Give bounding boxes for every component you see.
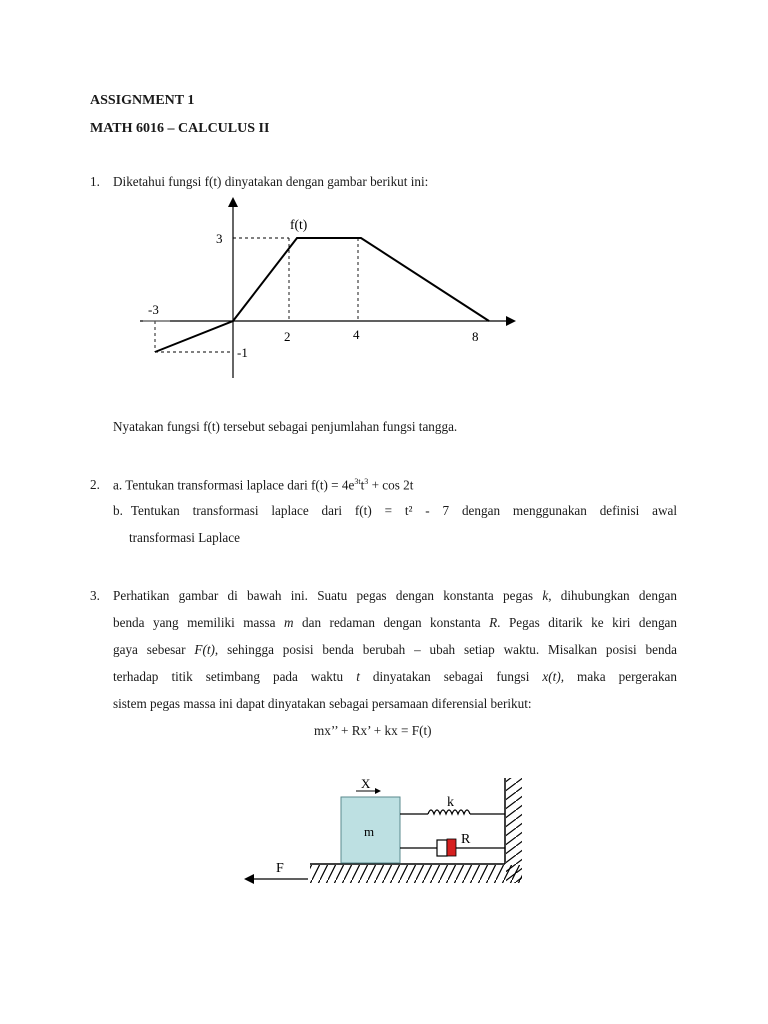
q1-number: 1. bbox=[90, 174, 100, 189]
q3-equation: mx’’ + Rx’ + kx = F(t) bbox=[314, 723, 432, 738]
q3-number: 3. bbox=[90, 588, 100, 603]
y-tick-3: 3 bbox=[216, 231, 223, 246]
q3-line2: benda yang memiliki massa m dan redaman dengan konstanta R. Pegas ditarik ke kiri dengan bbox=[113, 615, 677, 630]
q2b-text: Tentukan transformasi laplace dari f(t) = t² - 7 dengan menggunakan definisi awal bbox=[130, 503, 677, 518]
force-arrow-icon bbox=[244, 874, 254, 884]
q2a-text: Tentukan transformasi laplace dari f(t) = 4e bbox=[125, 477, 355, 493]
x-tick-neg3: -3 bbox=[148, 302, 159, 317]
wall-hatch bbox=[506, 778, 522, 883]
q2a-end: + cos 2t bbox=[368, 477, 414, 493]
damper-piston bbox=[447, 839, 456, 856]
q2-number: 2. bbox=[90, 477, 100, 492]
q2a-mid: t bbox=[360, 477, 365, 493]
q1-text: Diketahui fungsi f(t) dinyatakan dengan gambar berikut ini: bbox=[113, 174, 429, 189]
damper-label: R bbox=[461, 832, 471, 847]
q3-line3: gaya sebesar F(t), sehingga posisi benda berubah – ubah setiap waktu. Misalkan posisi benda bbox=[113, 642, 678, 657]
x-tick-8: 8 bbox=[472, 329, 479, 344]
q3-line4: terhadap titik setimbang pada waktu t dinyatakan sebagai fungsi x(t), maka pergerakan bbox=[113, 669, 677, 684]
q3-line5: sistem pegas massa ini dapat dinyatakan sebagai persamaan diferensial berikut: bbox=[113, 696, 532, 711]
q2a-label: a. bbox=[113, 477, 123, 493]
q1-instruction: Nyatakan fungsi f(t) tersebut sebagai penjumlahan fungsi tangga. bbox=[113, 419, 458, 434]
curve-label: f(t) bbox=[290, 217, 308, 232]
mass-label: m bbox=[364, 824, 375, 839]
x-label: X bbox=[361, 776, 371, 791]
damper-cylinder bbox=[437, 840, 447, 856]
y-tick-neg1: -1 bbox=[237, 345, 248, 360]
q2b-label: b. bbox=[113, 503, 123, 518]
x-tick-2: 2 bbox=[284, 329, 291, 344]
q3-line1: Perhatikan gambar di bawah ini. Suatu pegas dengan konstanta pegas k, dihubungkan dengan bbox=[113, 588, 677, 603]
force-label: F bbox=[276, 861, 284, 876]
floor-hatch bbox=[310, 865, 522, 883]
spring-label: k bbox=[447, 795, 454, 810]
q2a-exp2: 3 bbox=[364, 477, 369, 486]
assignment-title: ASSIGNMENT 1 bbox=[90, 93, 195, 108]
q2a-exp1: 3t bbox=[354, 477, 361, 486]
spring-coil bbox=[428, 810, 470, 814]
q2b-line2: transformasi Laplace bbox=[129, 530, 240, 545]
x-tick-4: 4 bbox=[353, 327, 360, 342]
x-arrow-icon bbox=[375, 788, 381, 794]
course-title: MATH 6016 – CALCULUS II bbox=[90, 121, 270, 136]
